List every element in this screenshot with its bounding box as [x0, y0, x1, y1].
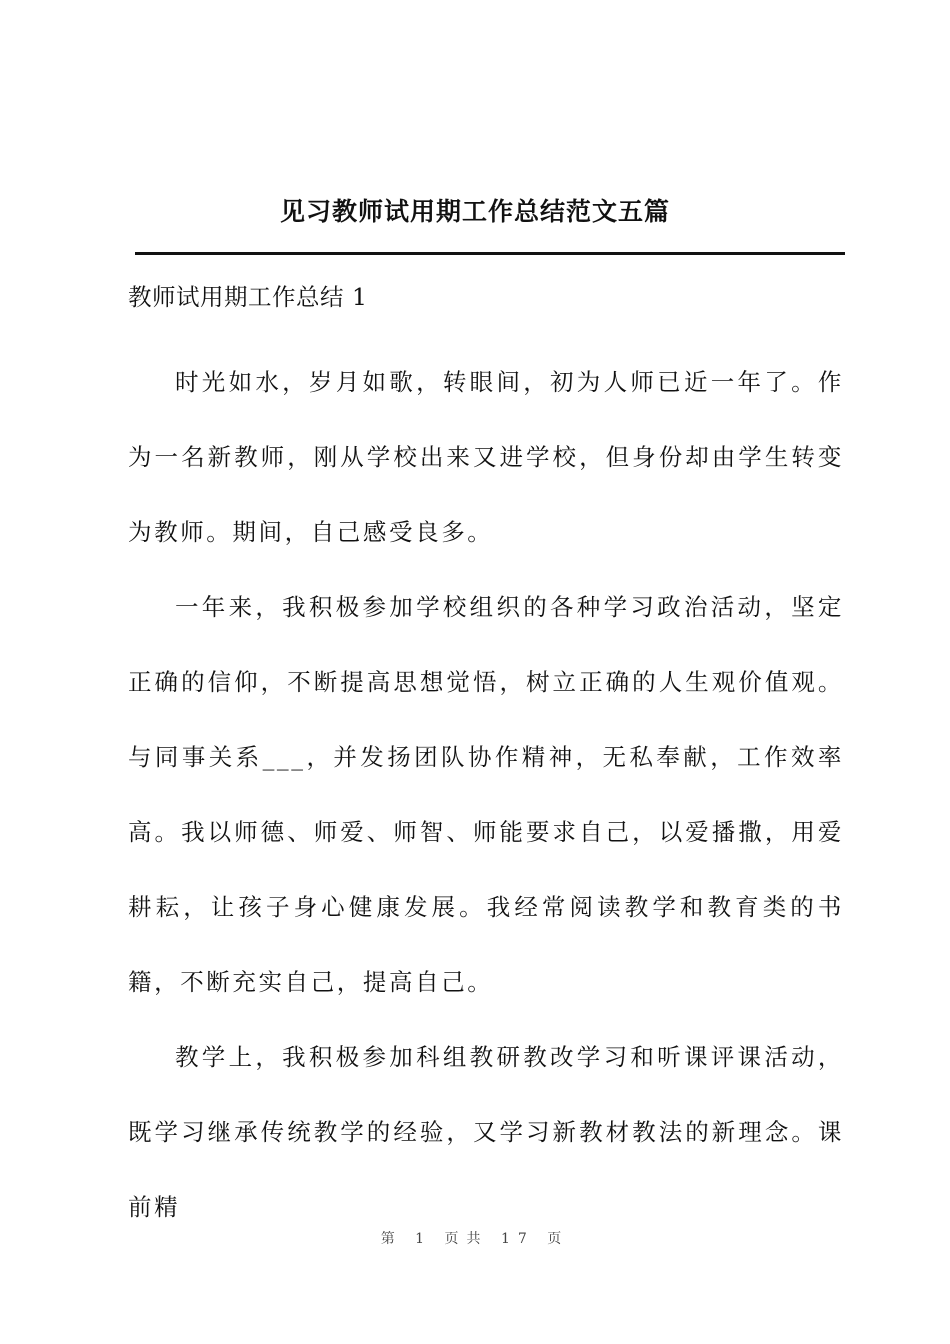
document-title: 见习教师试用期工作总结范文五篇 [279, 197, 670, 226]
paragraph: 一年来，我积极参加学校组织的各种学习政治活动，坚定正确的信仰，不断提高思想觉悟，树立正确的人生观价值观。与同事关系___，并发扬团队协作精神，无私奉献，工作效率高。我以师德、师爱、师智、师能要求自己，以爱播撒，用爱耕耘，让孩子身心健康发展。我经常阅读教学和教育类的书籍，不断充实自己，提高自己。 [128, 593, 844, 996]
paragraph: 教学上，我积极参加科组教研教改学习和听课评课活动，既学习继承传统教学的经验，又学习新教材教法的新理念。课前精 [128, 1043, 844, 1221]
spacer [128, 325, 844, 345]
section-heading: 教师试用期工作总结 1 [128, 283, 368, 311]
paragraph: 时光如水，岁月如歌，转眼间，初为人师已近一年了。作为一名新教师，刚从学校出来又进学校，但身份却由学生转变为教师。期间，自己感受良多。 [128, 368, 844, 546]
page-number: 第 1 页共 17 页 [380, 1231, 570, 1247]
title-underline [135, 252, 845, 255]
document-body [128, 270, 844, 1245]
